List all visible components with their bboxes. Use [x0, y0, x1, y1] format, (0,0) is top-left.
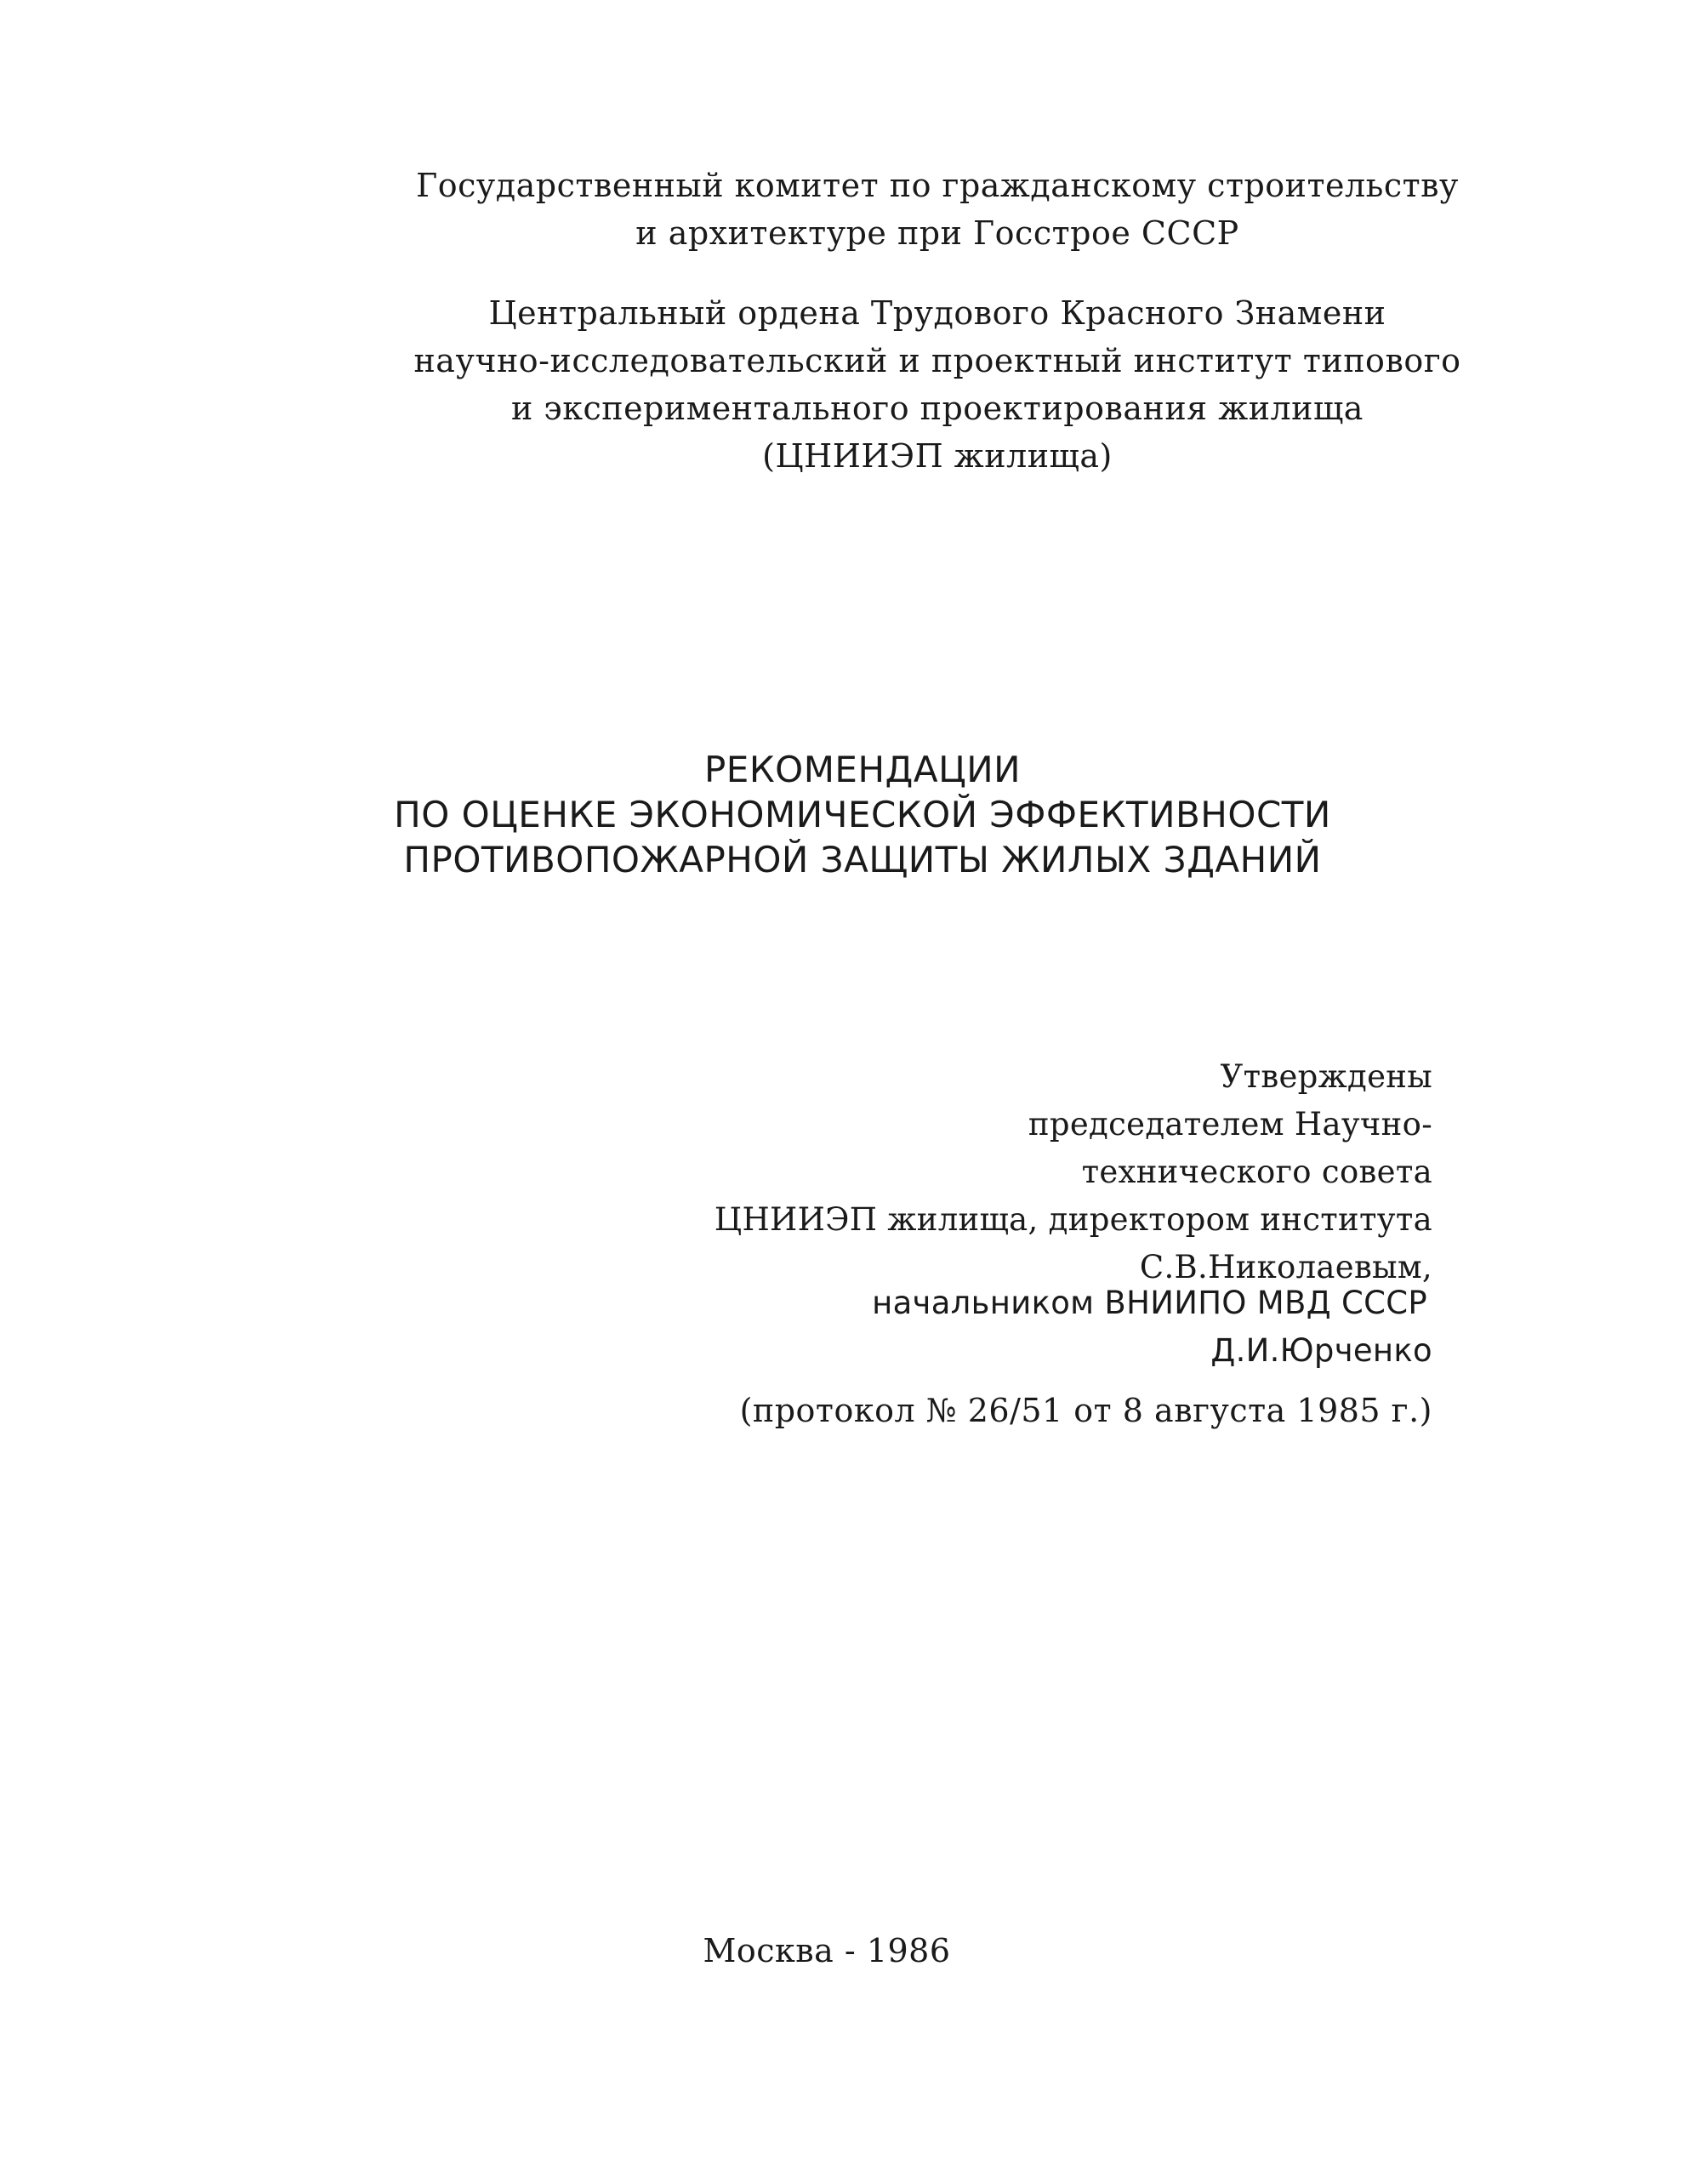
approval-line: начальником ВНИИПО МВД СССР	[872, 1285, 1427, 1321]
approval-line: ЦНИИЭП жилища, директором института	[714, 1201, 1432, 1238]
approval-line: председателем Научно-	[1028, 1106, 1432, 1143]
institute-line: и экспериментального проектирования жилища	[511, 390, 1364, 427]
institute-line: научно-исследовательский и проектный институт типового	[413, 342, 1461, 379]
approval-signatory: С.В.Николаевым,	[1139, 1249, 1432, 1285]
approval-line: технического совета	[1081, 1154, 1432, 1190]
institute-heading	[83, 289, 1708, 480]
approval-block	[715, 1053, 1432, 1291]
institute-line: (ЦНИИЭП жилища)	[762, 437, 1113, 475]
institute-line: Центральный ордена Трудового Красного Знамени	[488, 294, 1386, 332]
title-line: РЕКОМЕНДАЦИИ	[703, 749, 1022, 790]
approval-line: Утверждены	[1220, 1058, 1432, 1095]
committee-heading	[83, 162, 1708, 257]
title-line: ПРОТИВОПОЖАРНОЙ ЗАЩИТЫ ЖИЛЫХ ЗДАНИЙ	[403, 839, 1322, 881]
approval-signatory: Д.И.Юрченко	[1210, 1332, 1432, 1369]
second-approval-block	[872, 1279, 1432, 1375]
committee-line: и архитектуре при Госстрое СССР	[635, 214, 1239, 252]
title-line: ПО ОЦЕНКЕ ЭКОНОМИЧЕСКОЙ ЭФФЕКТИВНОСТИ	[394, 794, 1331, 835]
document-title	[9, 747, 1708, 882]
protocol-reference: (протокол № 26/51 от 8 августа 1985 г.)	[739, 1392, 1432, 1429]
place-and-year: Москва - 1986	[703, 1932, 951, 1969]
committee-line: Государственный комитет по гражданскому строительству	[416, 167, 1459, 204]
